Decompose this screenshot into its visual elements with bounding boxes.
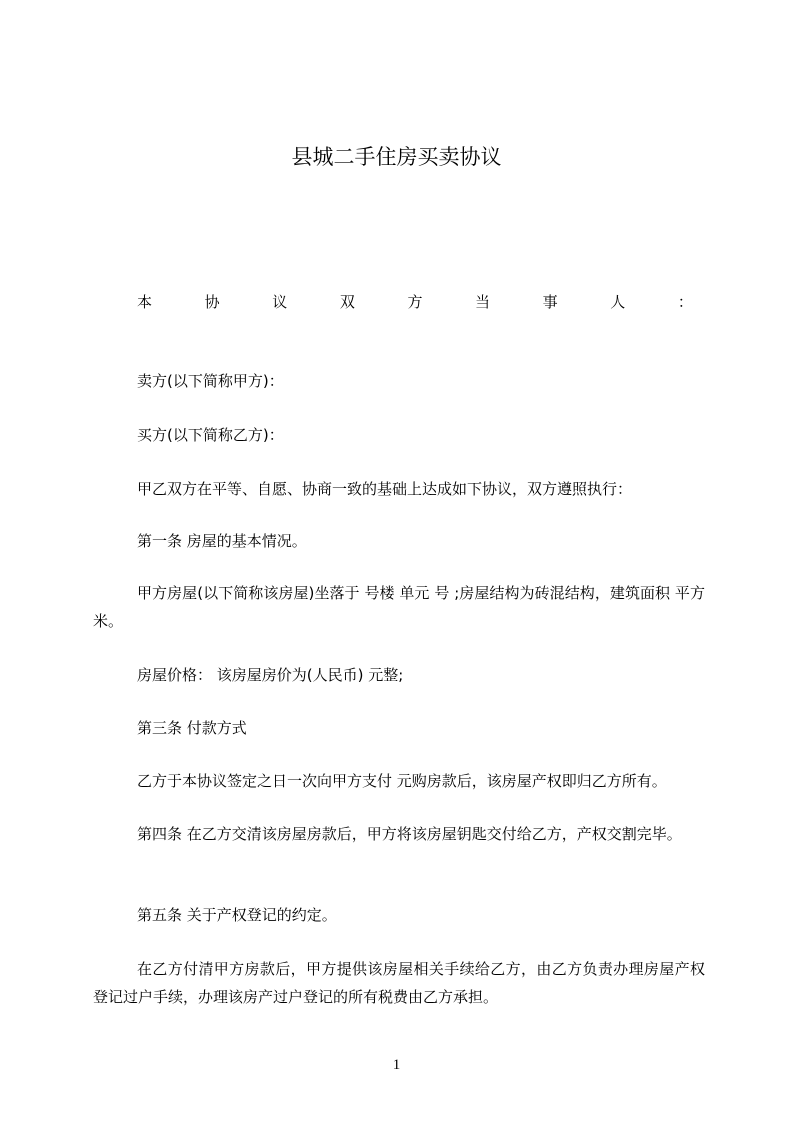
parties-heading-char: ： (677, 293, 693, 311)
parties-heading (137, 290, 693, 314)
parties-heading-char: 协 (204, 293, 220, 311)
document-title: 县城二手住房买卖协议 (291, 145, 502, 169)
buyer-line: 买方(以下简称乙方)： (137, 426, 284, 444)
article3-body: 乙方于本协议签定之日一次向甲方支付 元购房款后，该房屋产权即归乙方所有。 (137, 772, 667, 790)
parties-heading-char: 当 (475, 293, 491, 311)
parties-heading-char: 本 (137, 293, 153, 311)
parties-heading-char: 事 (542, 293, 558, 311)
article5-heading: 第五条 关于产权登记的约定。 (137, 906, 337, 924)
page-number: 1 (392, 1057, 401, 1073)
article4-paragraph: 第四条 在乙方交清该房屋房款后，甲方将该房屋钥匙交付给乙方，产权交割完毕。 (137, 825, 682, 843)
parties-heading-char: 方 (407, 293, 423, 311)
preamble-paragraph: 甲乙双方在平等、自愿、协商一致的基础上达成如下协议，双方遵照执行： (137, 480, 633, 498)
article1-body: 甲方房屋(以下简称该房屋)坐落于 号楼 单元 号 ;房屋结构为砖混结构，建筑面积 平方米。 (93, 584, 705, 630)
article3-heading: 第三条 付款方式 (137, 719, 247, 737)
article5-body: 在乙方付清甲方房款后，甲方提供该房屋相关手续给乙方，由乙方负责办理房屋产权登记过户手续，办理该房产过户登记的所有税费由乙方承担。 (93, 960, 705, 1006)
parties-heading-char: 双 (339, 293, 355, 311)
article1-heading: 第一条 房屋的基本情况。 (137, 532, 307, 550)
price-line: 房屋价格： 该房屋房价为(人民币) 元整; (137, 666, 404, 684)
parties-heading-char: 人 (610, 293, 626, 311)
seller-line: 卖方(以下简称甲方)： (137, 372, 284, 390)
parties-heading-char: 议 (272, 293, 288, 311)
